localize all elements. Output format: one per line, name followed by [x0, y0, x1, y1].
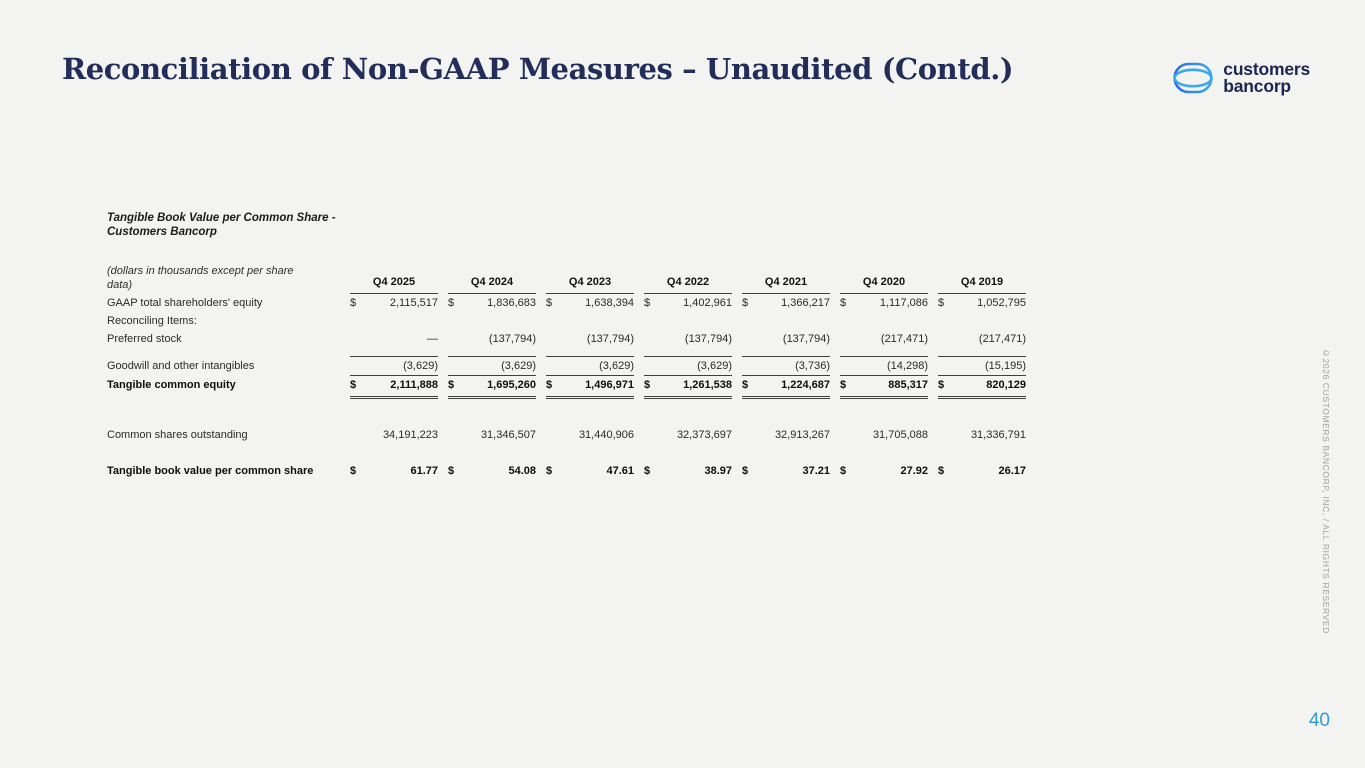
value-cell — [546, 462, 634, 480]
table-title-line2: Customers Bancorp — [107, 226, 217, 239]
value-cell — [840, 426, 928, 444]
value: (3,736) — [795, 360, 830, 373]
value-cell — [742, 294, 830, 312]
value-cell — [350, 330, 438, 348]
value-cell-wrap — [928, 426, 1026, 444]
customers-bancorp-rings-icon — [1173, 60, 1213, 96]
value-cell — [350, 375, 438, 399]
value-cell-wrap — [634, 375, 732, 399]
dollar-sign: $ — [938, 465, 945, 478]
row-label: Common shares outstanding — [107, 429, 248, 442]
row-label: Preferred stock — [107, 333, 182, 346]
dollar-sign: $ — [644, 465, 651, 478]
value: 26.17 — [998, 465, 1026, 478]
value-cell — [938, 294, 1026, 312]
value-cell-wrap — [536, 330, 634, 348]
dollar-sign: $ — [742, 465, 749, 478]
column-header-cell — [438, 276, 536, 294]
column-header-cell — [732, 276, 830, 294]
value-cell — [448, 375, 536, 399]
value: 37.21 — [802, 465, 830, 478]
value-cell — [448, 294, 536, 312]
value-cell-wrap — [536, 356, 634, 375]
page-title: Reconciliation of Non-GAAP Measures – Unaudited (Contd.) — [62, 52, 1014, 86]
table-row — [107, 462, 1032, 480]
value-cell — [350, 356, 438, 375]
table-title — [107, 211, 1032, 240]
logo-wordmark — [1223, 61, 1310, 94]
dollar-sign: $ — [840, 465, 847, 478]
table-row — [107, 312, 1032, 330]
value: 31,346,507 — [480, 429, 536, 442]
value-cell-wrap — [340, 356, 438, 375]
dollar-sign: $ — [448, 465, 455, 478]
value-cell-wrap — [732, 426, 830, 444]
column-header: Q4 2024 — [448, 276, 536, 294]
value-cell — [350, 462, 438, 480]
table-title-line1: Tangible Book Value per Common Share - — [107, 212, 336, 224]
dollar-sign: $ — [644, 379, 651, 392]
value-cell — [350, 294, 438, 312]
dollar-sign: $ — [546, 297, 553, 310]
reconciliation-table-area — [107, 211, 1032, 480]
dollar-sign: $ — [840, 297, 847, 310]
logo-line1: customers — [1223, 59, 1310, 80]
value-cell-wrap — [732, 356, 830, 375]
value: 31,705,088 — [872, 429, 928, 442]
value: 1,261,538 — [683, 379, 732, 392]
dollar-sign: $ — [742, 297, 749, 310]
column-header-cell — [634, 276, 732, 294]
column-header: Q4 2022 — [644, 276, 732, 294]
value: 2,111,888 — [390, 379, 438, 392]
value-cell — [546, 330, 634, 348]
value-cell — [742, 426, 830, 444]
value-cell-wrap — [732, 294, 830, 312]
value-cell — [840, 356, 928, 375]
value: 31,336,791 — [970, 429, 1026, 442]
value-cell-wrap — [536, 294, 634, 312]
value-cell-wrap — [634, 356, 732, 375]
dollar-sign: $ — [938, 297, 945, 310]
value: (3,629) — [403, 360, 438, 373]
column-header: Q4 2020 — [840, 276, 928, 294]
value: (137,794) — [782, 333, 830, 346]
dollar-sign: $ — [546, 379, 553, 392]
table-row — [107, 356, 1032, 375]
value: 1,496,971 — [585, 379, 634, 392]
row-label: Tangible book value per common share — [107, 465, 314, 478]
value-cell — [546, 375, 634, 399]
value: (3,629) — [501, 360, 536, 373]
value: 1,402,961 — [683, 297, 732, 310]
value: 34,191,223 — [382, 429, 438, 442]
value: (137,794) — [586, 333, 634, 346]
value-cell-wrap — [830, 462, 928, 480]
reconciliation-table — [107, 264, 1032, 481]
value-cell — [938, 330, 1026, 348]
value-cell-wrap — [438, 356, 536, 375]
value-cell-wrap — [340, 462, 438, 480]
value: (3,629) — [599, 360, 634, 373]
value-cell — [448, 356, 536, 375]
dollar-sign: $ — [448, 297, 455, 310]
table-header-row — [107, 264, 1032, 295]
value-cell — [938, 426, 1026, 444]
dollar-sign: $ — [644, 297, 651, 310]
column-header: Q4 2021 — [742, 276, 830, 294]
value-cell — [938, 356, 1026, 375]
value-cell-wrap — [536, 426, 634, 444]
value-cell-wrap — [634, 294, 732, 312]
value-cell — [938, 375, 1026, 399]
value-cell — [742, 375, 830, 399]
dollar-sign: $ — [350, 379, 357, 392]
value: 32,373,697 — [676, 429, 732, 442]
value-cell-wrap — [438, 375, 536, 399]
copyright-notice: ©2026 CUSTOMERS BANCORP, INC. / ALL RIGHTS RESERVED — [1321, 348, 1331, 634]
value-cell-wrap — [438, 426, 536, 444]
value: 1,117,086 — [879, 297, 928, 310]
value-cell-wrap — [928, 356, 1026, 375]
value-cell-wrap — [438, 330, 536, 348]
column-header: Q4 2025 — [350, 276, 438, 294]
value-cell-wrap — [830, 330, 928, 348]
value-cell-wrap — [928, 294, 1026, 312]
dollar-sign: $ — [840, 379, 847, 392]
value-cell-wrap — [438, 462, 536, 480]
value-cell — [644, 294, 732, 312]
column-header: Q4 2023 — [546, 276, 634, 294]
value-cell-wrap — [634, 462, 732, 480]
page-number: 40 — [1308, 710, 1330, 731]
value: (3,629) — [697, 360, 732, 373]
value: 54.08 — [508, 465, 536, 478]
value: 31,440,906 — [578, 429, 634, 442]
value-cell-wrap — [340, 294, 438, 312]
value: 27.92 — [900, 465, 928, 478]
value: 885,317 — [888, 379, 928, 392]
value-cell — [546, 294, 634, 312]
value-cell-wrap — [340, 330, 438, 348]
value-cell-wrap — [830, 426, 928, 444]
value-cell — [938, 462, 1026, 480]
value-cell-wrap — [340, 426, 438, 444]
column-header-cell — [830, 276, 928, 294]
value-cell — [448, 426, 536, 444]
row-label: Tangible common equity — [107, 379, 236, 392]
value-cell-wrap — [634, 330, 732, 348]
value: 2,115,517 — [389, 297, 438, 310]
value-cell-wrap — [928, 462, 1026, 480]
value: 1,638,394 — [585, 297, 634, 310]
dollar-sign: $ — [350, 297, 357, 310]
dollar-sign: $ — [938, 379, 945, 392]
value: 1,695,260 — [487, 379, 536, 392]
value-cell — [840, 375, 928, 399]
dollar-sign: $ — [448, 379, 455, 392]
column-header-cell — [340, 276, 438, 294]
value-cell-wrap — [732, 330, 830, 348]
value-cell-wrap — [830, 356, 928, 375]
value-cell — [644, 375, 732, 399]
logo-line2: bancorp — [1223, 76, 1291, 96]
value: (14,298) — [887, 360, 928, 373]
table-row — [107, 294, 1032, 312]
value-cell — [840, 294, 928, 312]
value: 61.77 — [410, 465, 438, 478]
value-cell-wrap — [536, 462, 634, 480]
value: 38.97 — [704, 465, 732, 478]
value: (15,195) — [985, 360, 1026, 373]
table-subtitle: (dollars in thousands except per share data) — [107, 264, 294, 292]
value: 47.61 — [606, 465, 634, 478]
value-cell-wrap — [732, 375, 830, 399]
value-cell — [840, 462, 928, 480]
value-cell — [448, 462, 536, 480]
value: (217,471) — [880, 333, 928, 346]
value-cell — [742, 462, 830, 480]
value-cell — [546, 426, 634, 444]
value-cell — [644, 462, 732, 480]
customers-bancorp-logo — [1173, 60, 1310, 96]
row-label: GAAP total shareholders' equity — [107, 297, 263, 310]
value: 1,052,795 — [977, 297, 1026, 310]
value-cell-wrap — [928, 330, 1026, 348]
dollar-sign: $ — [350, 465, 357, 478]
value-cell-wrap — [634, 426, 732, 444]
value-cell — [644, 426, 732, 444]
value: — — [427, 333, 438, 346]
value-cell-wrap — [830, 375, 928, 399]
value: (217,471) — [978, 333, 1026, 346]
table-row — [107, 375, 1032, 399]
value: 1,366,217 — [781, 297, 830, 310]
value-cell — [546, 356, 634, 375]
value-cell-wrap — [438, 294, 536, 312]
dollar-sign: $ — [742, 379, 749, 392]
column-header-cell — [536, 276, 634, 294]
value-cell-wrap — [830, 294, 928, 312]
dollar-sign: $ — [546, 465, 553, 478]
value: 1,224,687 — [781, 379, 830, 392]
value-cell-wrap — [928, 375, 1026, 399]
value-cell — [644, 330, 732, 348]
table-row — [107, 426, 1032, 444]
value: 32,913,267 — [774, 429, 830, 442]
value-cell — [742, 356, 830, 375]
value-cell — [840, 330, 928, 348]
table-row — [107, 330, 1032, 348]
value-cell-wrap — [340, 375, 438, 399]
column-header: Q4 2019 — [938, 276, 1026, 294]
value: 1,836,683 — [487, 297, 536, 310]
value-cell — [742, 330, 830, 348]
value-cell — [448, 330, 536, 348]
row-label: Reconciling Items: — [107, 315, 197, 328]
value-cell-wrap — [536, 375, 634, 399]
row-label: Goodwill and other intangibles — [107, 360, 255, 373]
value: (137,794) — [488, 333, 536, 346]
value-cell — [350, 426, 438, 444]
value-cell-wrap — [732, 462, 830, 480]
value: (137,794) — [684, 333, 732, 346]
column-header-cell — [928, 276, 1026, 294]
value-cell — [644, 356, 732, 375]
value: 820,129 — [986, 379, 1026, 392]
